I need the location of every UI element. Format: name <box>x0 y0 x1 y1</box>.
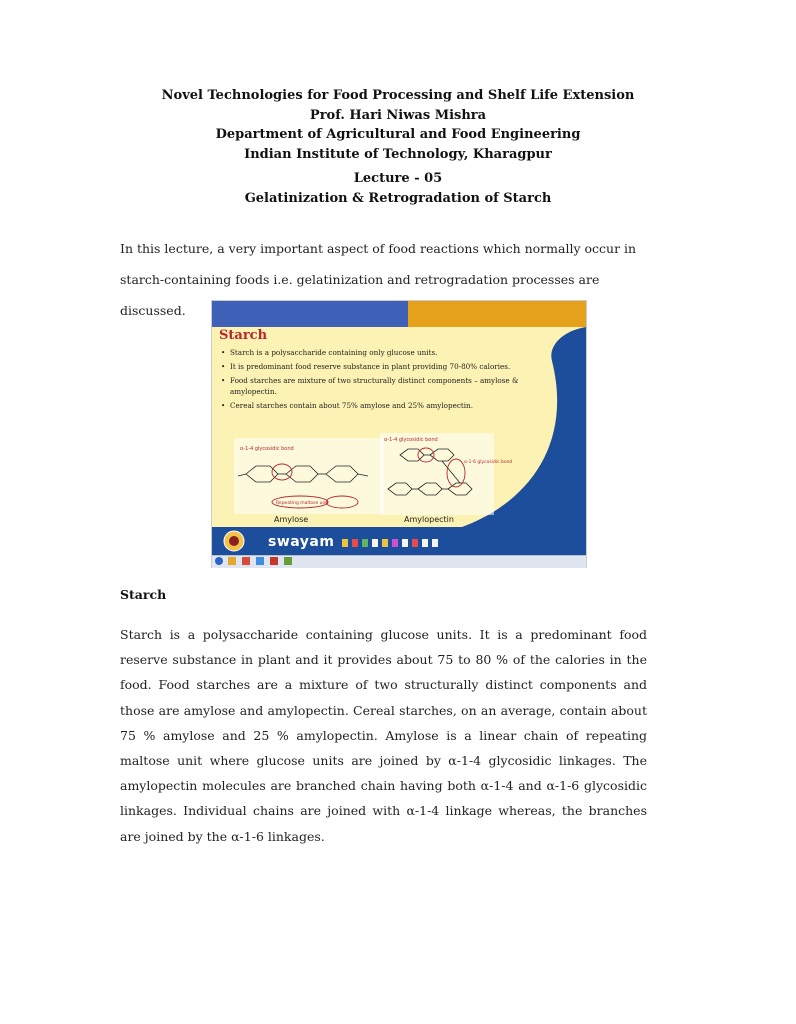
presentation-toolbar[interactable] <box>342 537 452 549</box>
swayam-logo: swayam <box>268 534 335 550</box>
starch-paragraph: Starch is a polysaccharide containing glucose units. It is a predominant food reserve substance in plant and it provides about 75 to 80 % of the calories in the food. Food starches are a mixture of two structurally distinct components and those are amylose and amylopectin. Cereal starches, on an average, contain about 75 % amylose and 25 % amylopectin. Amylose is a linear chain of repeating maltose unit where glucose units are joined by α-1-4 glycosidic linkages. The amylopectin molecules are branched chain having both α-1-4 and α-1-6 glycosidic linkages. Individual chains are joined with α-1-4 linkage whereas, the branches are joined by the α-1-6 linkages. <box>120 627 647 844</box>
amylose-structure-diagram <box>234 438 384 514</box>
iit-logo-icon <box>222 530 246 552</box>
document-header <box>0 86 796 164</box>
institute-name: Indian Institute of Technology, Kharagpur <box>244 146 552 162</box>
lecture-slide-image <box>211 300 587 568</box>
lecture-heading <box>0 169 796 209</box>
amylose-bond-label: α-1-4 glycosidic bond <box>240 446 294 452</box>
intro-paragraph: In this lecture, a very important aspect of food reactions which normally occur in starch-containing foods i.e. gelatinization and retrogradation processes are discussed. <box>120 241 637 318</box>
slide-bullet: • Cereal starches contain about 75% amylose and 25% amylopectin. <box>220 400 550 411</box>
slide-bullet: • Starch is a polysaccharide containing only glucose units. <box>220 347 550 358</box>
amylopectin-label: Amylopectin <box>404 515 454 524</box>
slide-bullet: • Food starches are mixture of two structurally distinct components – amylose & amylopectin. <box>220 375 550 397</box>
amylopectin-structure-diagram <box>380 433 513 515</box>
maltose-unit-label: Repeating maltose unit <box>276 501 329 506</box>
lecture-title: Gelatinization & Retrogradation of Starch <box>244 191 552 206</box>
department-name: Department of Agricultural and Food Engineering <box>215 127 581 142</box>
amylose-label: Amylose <box>274 515 309 524</box>
professor-name: Prof. Hari Niwas Mishra <box>309 107 487 123</box>
slide-title: Starch <box>219 328 268 343</box>
amylopectin-bond-label: α-1-4 glycosidic bond <box>384 437 438 443</box>
lecture-number: Lecture - 05 <box>353 171 443 186</box>
taskbar-icons <box>214 556 294 566</box>
section-heading-starch: Starch <box>120 587 167 602</box>
branch-bond-label: α-1-6 glycosidic bond <box>464 460 513 465</box>
slide-bullet: • It is predominant food reserve substance in plant providing 70-80% calories. <box>220 361 550 372</box>
course-title: Novel Technologies for Food Processing and Shelf Life Extension <box>161 88 635 103</box>
slide-bullet-list <box>220 347 550 414</box>
